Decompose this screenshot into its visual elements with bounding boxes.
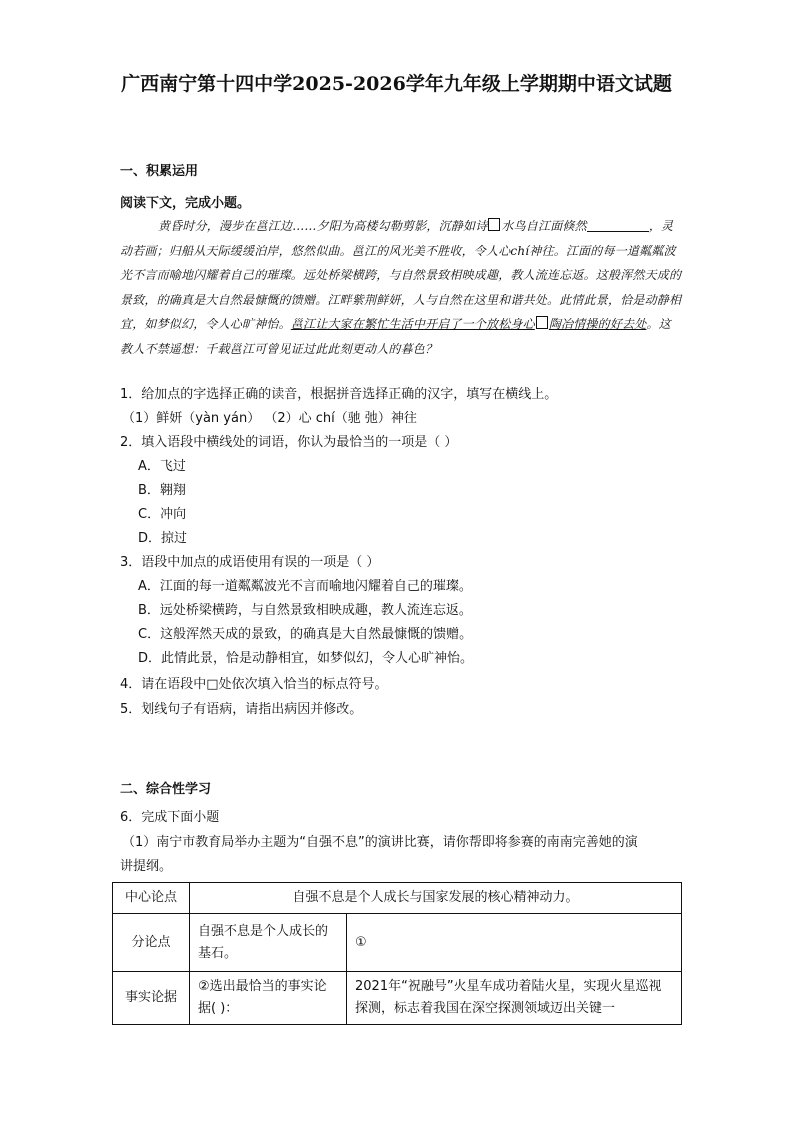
question-2: 2．填入语段中横线处的词语，你认为最恰当的一项是（ ） [120, 435, 458, 450]
option-3a: A．江面的每一道粼粼波光不言而喻地闪耀着自己的璀璨。 [138, 579, 472, 594]
table-row [113, 883, 682, 914]
table-row [113, 914, 682, 972]
option-2c: C．冲向 [138, 507, 187, 522]
section-heading-1: 一、积累运用 [120, 164, 199, 179]
option-2b: B．翱翔 [138, 483, 186, 498]
table-cell-label: 事实论据 [113, 972, 190, 1025]
reading-instruction: 阅读下文，完成小题。 [120, 196, 251, 211]
passage-text: ，灵动若画；归船从天际缓缓泊岸，悠然似曲。邕江的风光美不胜收，令人心chí神往。江面的每一道粼粼波光不言而喻地闪耀着自己的璀璨。远处桥梁横跨，与自然景致相映成趣，教人流连忘返。这般浑然天成的景致，的确真是大自然最慷慨的馈赠。江畔紫荆鲜妍，人与自然在这里和谐共处。此情此景，恰是动静相宜，如梦似幻，令人心旷神怡。 [120, 219, 682, 331]
question-6-sub-cont: 讲提纲。 [120, 859, 173, 874]
passage-text: 黄昏时分，漫步在邕江边……夕阳为高楼勾勒剪影，沉静如诗 [158, 219, 488, 233]
punctuation-box [488, 218, 500, 231]
option-3c: C．这般浑然天成的景致，的确真是大自然最慷慨的馈赠。 [138, 627, 473, 642]
table-cell-label: 中心论点 [113, 883, 190, 914]
question-4: 4．请在语段中□处依次填入恰当的标点符号。 [120, 677, 388, 692]
question-6: 6．完成下面小题 [120, 810, 220, 825]
punctuation-box [536, 316, 548, 329]
speech-outline-table [112, 882, 682, 1025]
question-1: 1．给加点的字选择正确的读音，根据拼音选择正确的汉字，填写在横线上。 [120, 387, 558, 402]
option-2d: D．掠过 [138, 531, 188, 546]
page-title: 广西南宁第十四中学2025-2026学年九年级上学期期中语文试题 [121, 73, 672, 95]
table-cell-evidence: 2021年“祝融号”火星车成功着陆火星，实现火星巡视探测，标志着我国在深空探测领域迈出关键一 [347, 972, 682, 1025]
option-3d: D．此情此景，恰是动静相宜，如梦似幻，令人心旷神怡。 [138, 651, 474, 666]
option-2a: A．飞过 [138, 459, 186, 474]
question-1-sub: （1）鲜妍（yàn yán） （2）心 chí（驰 弛）神往 [122, 411, 417, 426]
passage-text: 。这教人不禁遥想：千载邕江可曾见证过此此刻更动人的暮色？ [120, 317, 671, 356]
passage-text: 水鸟自江面倏然 [501, 219, 587, 233]
fill-blank [587, 217, 649, 232]
table-cell-central-argument: 自强不息是个人成长与国家发展的核心精神动力。 [190, 883, 682, 914]
table-cell-sub-argument: 自强不息是个人成长的基石。 [190, 914, 347, 972]
question-6-sub: （1）南宁市教育局举办主题为“自强不息”的演讲比赛，请你帮即将参赛的南南完善她的演 [122, 835, 638, 850]
question-5: 5．划线句子有语病，请指出病因并修改。 [120, 702, 363, 717]
table-cell-evidence-prompt: ②选出最恰当的事实论据( )： [190, 972, 347, 1025]
question-3: 3．语段中加点的成语使用有误的一项是（ ） [120, 555, 380, 570]
section-heading-2: 二、综合性学习 [120, 782, 212, 797]
underlined-sentence: 邕江让大家在繁忙生活中开启了一个放松身心 陶冶情操的好去处 [290, 317, 647, 331]
table-row [113, 972, 682, 1025]
reading-passage [120, 214, 682, 361]
option-3b: B．远处桥梁横跨，与自然景致相映成趣，教人流连忘返。 [138, 603, 472, 618]
table-cell-label: 分论点 [113, 914, 190, 972]
table-cell-blank-1: ① [347, 914, 682, 972]
